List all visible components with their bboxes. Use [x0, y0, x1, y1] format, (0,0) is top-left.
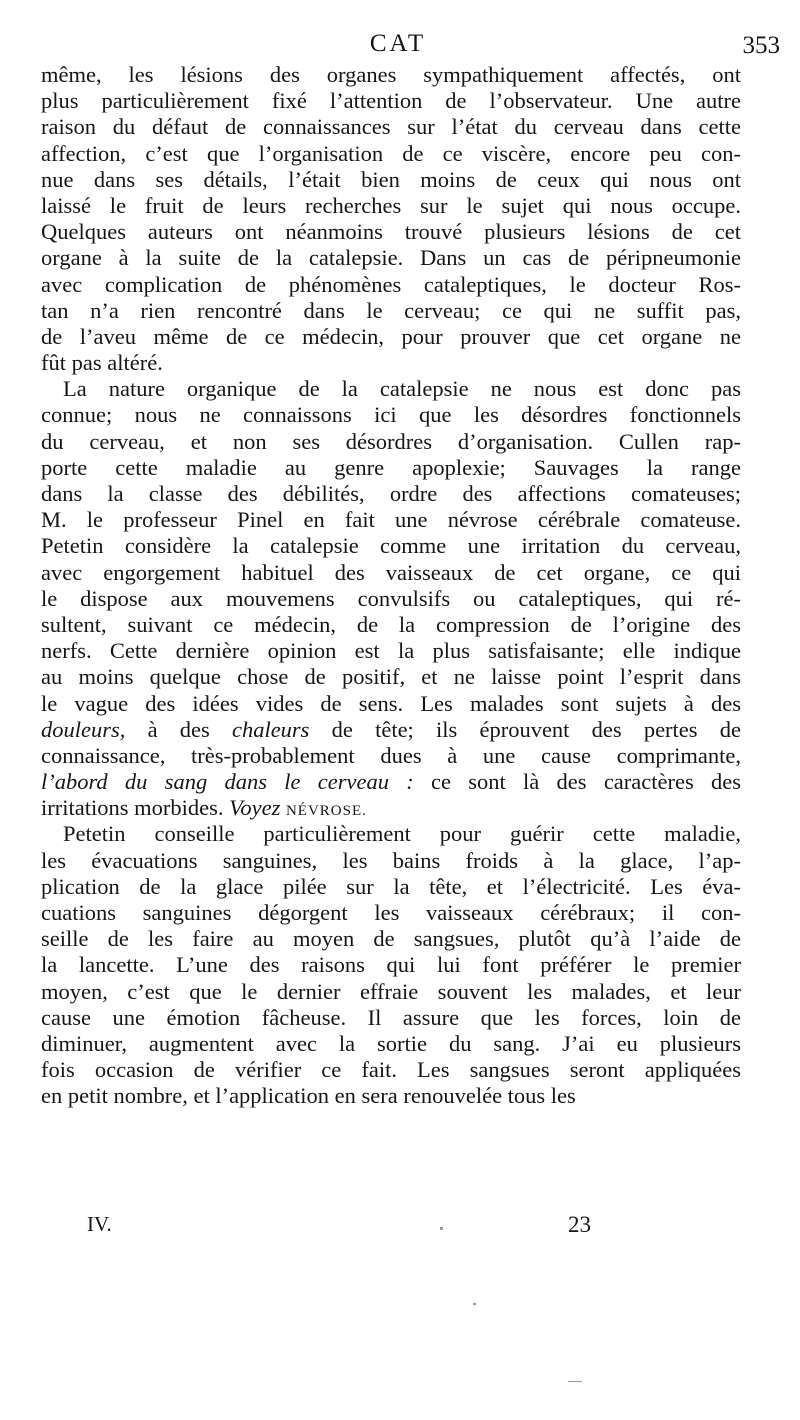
text-span: Quelques auteurs ont néanmoins trouvé plusieurs lésions de cet [41, 219, 741, 245]
text-span: les évacuations sanguines, les bains froids à la glace, l’ap- [41, 847, 741, 873]
text-line [41, 481, 741, 507]
text-span: laissé le fruit de leurs recherches sur le sujet qui nous occupe. [41, 192, 741, 218]
text-line [41, 350, 741, 376]
paragraph [41, 62, 741, 376]
page-footer [40, 1212, 780, 1242]
text-span: le dispose aux mouvemens convulsifs ou cataleptiques, qui ré- [41, 585, 741, 611]
italic-span: douleurs, [41, 716, 126, 742]
text-span: ce sont là des caractères des [413, 769, 741, 795]
text-line [41, 612, 741, 638]
text-span: à des [125, 716, 232, 742]
text-span: même, les lésions des organes sympathiquement affectés, ont [41, 62, 741, 87]
text-span: en petit nombre, et l’application en sera renouvelée tous les [41, 1083, 576, 1109]
text-span: le vague des idées vides de sens. Les malades sont sujets à des [41, 690, 741, 716]
text-span: diminuer, augmentent avec la sortie du sang. J’ai eu plusieurs [41, 1030, 741, 1056]
text-line [41, 455, 741, 481]
text-span: du cerveau, et non ses désordres d’organisation. Cullen rap- [41, 428, 741, 454]
scan-speck [568, 1381, 582, 1382]
text-span: nue dans ses détails, l’était bien moins de ceux qui nous ont [41, 166, 741, 192]
text-line [41, 507, 741, 533]
text-span: Petetin conseille particulièrement pour guérir cette maladie, [63, 821, 741, 847]
text-line [41, 193, 741, 219]
text-line [41, 402, 741, 428]
text-span: plication de la glace pilée sur la tête, et l’électricité. Les éva- [41, 873, 741, 899]
text-span: connue; nous ne connaissons ici que les désordres fonctionnels [41, 402, 741, 428]
text-span: fût pas altéré. [41, 350, 163, 376]
text-line [41, 926, 741, 952]
text-span: la lancette. L’une des raisons qui lui font préférer le premier [41, 952, 741, 978]
scan-speck [440, 1227, 443, 1230]
text-line [41, 429, 741, 455]
text-span: plus particulièrement fixé l’attention de l’observateur. Une autre [41, 88, 741, 114]
text-line [41, 795, 741, 821]
text-line [41, 324, 741, 350]
text-span: irritations morbides. [41, 795, 230, 821]
text-span: Petetin considère la catalepsie comme une irritation du cerveau, [41, 533, 741, 559]
text-line [41, 952, 741, 978]
running-title: CAT [369, 30, 427, 57]
text-line [41, 62, 741, 88]
text-span: au moins quelque chose de positif, et ne laisse point l’esprit dans [41, 664, 741, 690]
text-span: porte cette maladie au genre apoplexie; Sauvages la range [41, 454, 741, 480]
text-span: tan n’a rien rencontré dans le cerveau; ce qui ne suffit pas, [41, 297, 741, 323]
text-line [41, 245, 741, 271]
text-span: cuations sanguines dégorgent les vaisseaux cérébraux; il con- [41, 900, 741, 925]
text-span: moyen, c’est que le dernier effraie souvent les malades, et leur [41, 978, 741, 1004]
text-line [41, 979, 741, 1005]
text-line [41, 114, 741, 140]
text-line [41, 272, 741, 298]
text-line [41, 219, 741, 245]
text-line [41, 664, 741, 690]
text-line [41, 1005, 741, 1031]
text-line [41, 743, 741, 769]
sheet-number: 23 [568, 1212, 591, 1237]
scan-speck [473, 1303, 476, 1305]
text-span: sultent, suivant ce médecin, de la compression de l’origine des [41, 611, 741, 637]
paragraph [41, 821, 741, 1109]
italic-span: l’abord du sang dans le cerveau : [41, 769, 414, 795]
paragraph [41, 376, 741, 821]
text-span: organe à la suite de la catalepsie. Dans un cas de péripneumonie [41, 245, 741, 271]
text-span: cause une émotion fâcheuse. Il assure que les forces, loin de [41, 1004, 741, 1030]
body-text [41, 62, 741, 1110]
text-line [41, 900, 741, 926]
text-line [41, 1031, 741, 1057]
text-line [41, 376, 741, 402]
text-span: dans la classe des débilités, ordre des affections comateuses; [41, 481, 741, 506]
text-span: connaissance, très-probablement dues à une cause comprimante, [41, 742, 741, 768]
text-line [41, 1083, 741, 1109]
text-span: nerfs. Cette dernière opinion est la plus satisfaisante; elle indique [41, 638, 741, 664]
text-line [41, 167, 741, 193]
text-line [41, 874, 741, 900]
text-span: avec complication de phénomènes cataleptiques, le docteur Ros- [41, 271, 741, 297]
text-line [41, 821, 741, 847]
page-number: 353 [742, 32, 780, 59]
text-line [41, 638, 741, 664]
italic-span: chaleurs [231, 716, 310, 742]
italic-span: Voyez [229, 795, 281, 821]
text-line [41, 848, 741, 874]
text-span: M. le professeur Pinel en fait une névrose cérébrale comateuse. [41, 507, 741, 533]
text-line [41, 1057, 741, 1083]
text-span: seille de les faire au moyen de sangsues, plutôt qu’à l’aide de [41, 926, 741, 952]
text-span: affection, c’est que l’organisation de ce viscère, encore peu con- [41, 140, 741, 166]
signature-mark: IV. [87, 1212, 112, 1236]
text-span: avec engorgement habituel des vaisseaux de cet organe, ce qui [41, 559, 741, 585]
text-span: La nature organique de la catalepsie ne nous est donc pas [63, 376, 741, 402]
text-line [41, 717, 741, 743]
text-line [41, 691, 741, 717]
text-line [41, 298, 741, 324]
text-line [41, 88, 741, 114]
text-line [41, 769, 741, 795]
text-line [41, 586, 741, 612]
text-line [41, 141, 741, 167]
text-span: raison du défaut de connaissances sur l’état du cerveau dans cette [41, 114, 741, 140]
text-span: de l’aveu même de ce médecin, pour prouver que cet organe ne [41, 323, 741, 349]
text-span: fois occasion de vérifier ce fait. Les sangsues seront appliquées [41, 1057, 741, 1083]
text-line [41, 533, 741, 559]
text-span: de tête; ils éprouvent des pertes de [309, 716, 741, 742]
running-head [40, 30, 780, 62]
cross-reference: NÉVROSE. [285, 803, 367, 820]
text-line [41, 560, 741, 586]
